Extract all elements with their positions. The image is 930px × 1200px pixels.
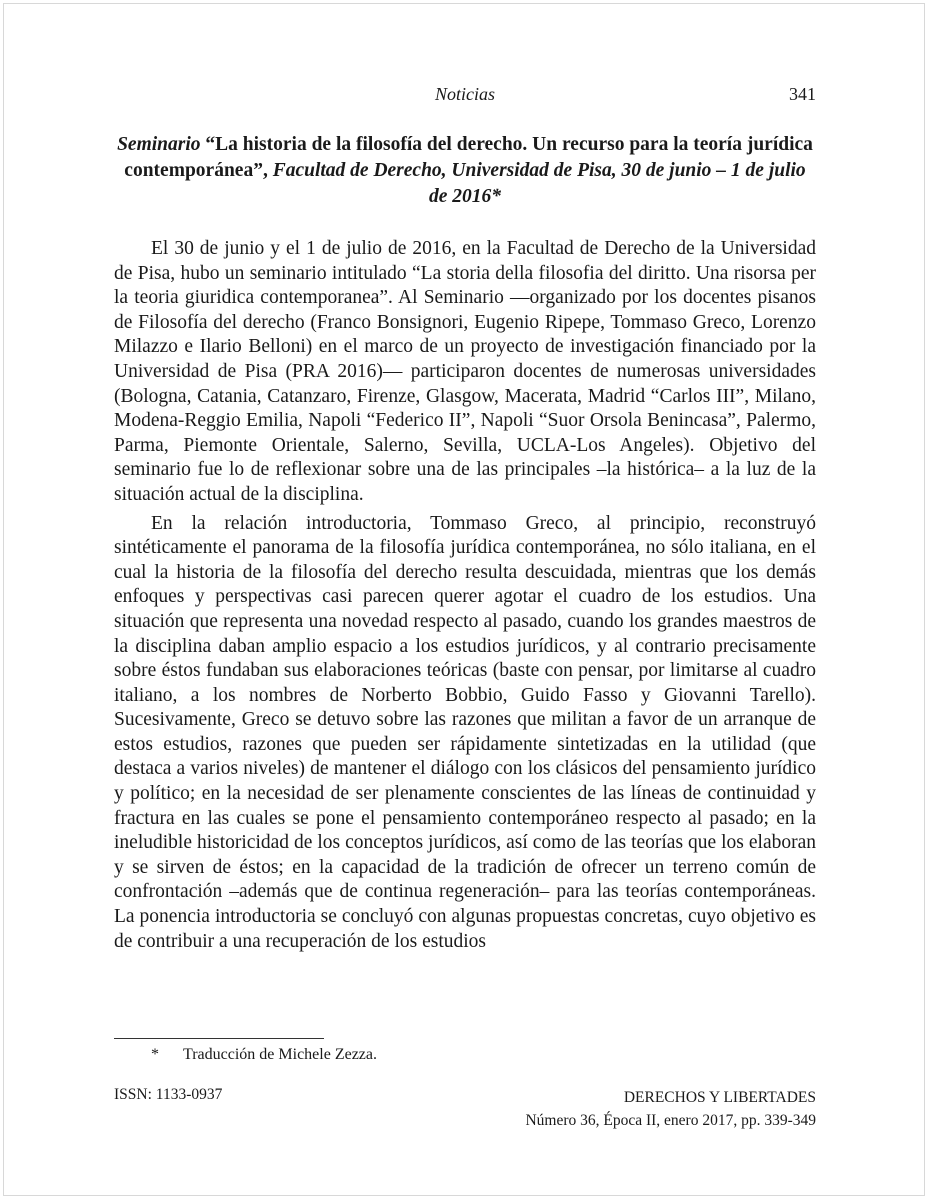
journal-info (525, 1086, 816, 1132)
issue-info: Número 36, Época II, enero 2017, pp. 339-349 (525, 1112, 816, 1129)
section-title: Noticias (434, 84, 495, 104)
paragraph: En la relación introductoria, Tommaso Greco, al principio, reconstruyó sintéticamente el panorama de la filosofía jurídica contemporánea, no sólo italiana, en el cual la historia de la filosofía del derecho resulta descuidada, mientras que los demás enfoques y perspectivas casi parecen querer agotar el cuadro de los estudios. Una situación que representa una novedad respecto al pasado, cuando los grandes maestros de la disciplina daban amplio espacio a los estudios jurídicos, y al contrario precisamente sobre éstos fundaban sus elaboraciones teóricas (baste con pensar, por limitarse al cuadro italiano, a los nombres de Norberto Bobbio, Guido Fasso y Giovanni Tarello). Sucesivamente, Greco se detuvo sobre las razones que militan a favor de un arranque de estos estudios, razones que pueden ser rápidamente sintetizadas en la utilidad (que destaca a varios niveles) de mantener el diálogo con los clásicos del pensamiento jurídico y político; en la necesidad de ser plenamente conscientes de las líneas de continuidad y fractura en las cuales se pone el pensamiento contemporáneo respecto al pasado; en la ineludible historicidad de los conceptos jurídicos, así como de las teorías que los elaboran y se sirven de éstos; en la capacidad de la tradición de ofrecer un terreno común de confrontación –además que de continua regeneración– para las teorías contemporáneas. La ponencia introductoria se concluyó con algunas propuestas concretas, cuyo objetivo es de contribuir a una recuperación de los estudios (114, 512, 816, 952)
footnote-mark: * (151, 1046, 159, 1063)
footnote (151, 1046, 377, 1064)
page-number: 341 (789, 84, 816, 104)
article-title (114, 132, 816, 210)
title-quoted: “La historia de la filosofía del derecho. Un recurso para la teoría jurídica contemporánea”, (124, 134, 813, 181)
issn: ISSN: 1133-0937 (114, 1086, 223, 1103)
title-italic-lead: Seminario (117, 134, 201, 155)
title-italic-tail: Facultad de Derecho, Universidad de Pisa, 30 de junio – 1 de julio de 2016* (272, 160, 806, 207)
paragraph: El 30 de junio y el 1 de julio de 2016, en la Facultad de Derecho de la Universidad de Pisa, hubo un seminario intitulado “La storia della filosofia del diritto. Una risorsa per la teoria giuridica contemporanea”. Al Seminario —organizado por los docentes pisanos de Filosofía del derecho (Franco Bonsignori, Eugenio Ripepe, Tommaso Greco, Lorenzo Milazzo e Ilario Belloni) en el marco de un proyecto de investigación financiado por la Universidad de Pisa (PRA 2016)— participaron docentes de numerosas universidades (Bologna, Catania, Catanzaro, Firenze, Glasgow, Macerata, Madrid “Carlos III”, Milano, Modena-Reggio Emilia, Napoli “Federico II”, Napoli “Suor Orsola Benincasa”, Palermo, Parma, Piemonte Orientale, Salerno, Sevilla, UCLA-Los Angeles). Objetivo del seminario fue lo de reflexionar sobre una de las principales –la histórica– a la luz de la situación actual de la disciplina. (114, 238, 816, 505)
running-head (114, 84, 816, 110)
article-body (114, 237, 816, 954)
journal-name: DERECHOS Y LIBERTADES (623, 1089, 816, 1106)
footnote-divider (114, 1038, 324, 1039)
footnote-text: Traducción de Michele Zezza. (183, 1046, 377, 1063)
